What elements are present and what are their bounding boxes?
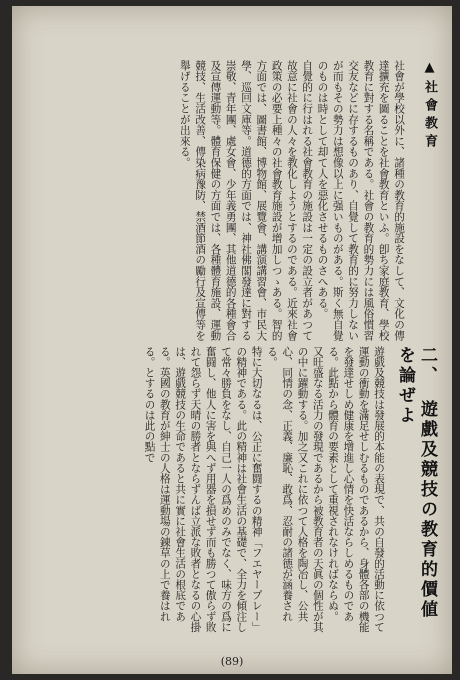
question-title: 遊戲及競技の教育的價値を論ぜよ	[395, 346, 437, 620]
social-education-section	[177, 60, 438, 350]
paragraph: 自覺的に行はれる社會教育の施設は一定の設立者があつて故意に社會の人々を教化しようとするのである。近來社會政策の必要上種々の社會教育施設が增加しつゝある。智的方面では、圖書館、博物館、展覽會、講演講習會、市民大學、巡回文庫等。道德的方面では、神社佛閣發達に對する崇敬、青年團、處女會、少年義勇團、其他道德的各種會合及宣傳運動等。體育保健の方面では、各種體育施設、運動競技、生活改善、傳染病豫防、禁酒節酒の勵行及宣傳等を舉げることが出來る。	[178, 60, 314, 341]
book-page	[12, 6, 452, 674]
answer-body	[141, 346, 386, 636]
paragraph: 又旺盛なる活力の發現であるから被教育者の天眞の個性が其の中に躍動する。加之又これに依つて人格を陶冶し、公共心、同情の念、正義、廉恥、敢爲、忍耐の諸德が涵養される。	[265, 346, 324, 633]
paragraph: 遊戲及競技は發展的本能の表現で、共の自發的活動に依つて運動の衝動を滿足せしむるものであるから、身體各部の機能を發達せしめ健康を增進し心情を快活ならしめるものである。此點から體育の要素として重視されなければならぬ。	[327, 346, 385, 633]
question-number: 二、	[417, 346, 437, 386]
paragraph: 社會が學校以外に、諸種の教育的施設をなして、文化の傳達擴充を圖ることを社會教育といふ。卽ち家庭教育、學校教育に對する名稱である。社會の教育的勢力には風俗慣習交友などに存するものあり、自覺して教育的に努力しないが而もその勢力は想像以上に强いものがある。斯く無自覺のものは時として却て人を惡化させるものさへある。	[316, 60, 405, 341]
page-number: (89)	[220, 655, 244, 668]
question-heading	[394, 346, 438, 636]
section-body	[177, 60, 406, 348]
section-heading: ▲社會教育	[422, 60, 437, 152]
games-section	[141, 346, 438, 638]
paragraph: 特に大切なるは、公正に奮闘するの精神「フエヤープレー」の精神である。此の精神は社會生活の基礎で、全力を傾注して常々勝負をなし、自己一人の爲めのみでなく、味方の爲に奮闘し、他人に害を與へず用器を損せず而も勝つて傲らず敗れて怨らず天晴の勝者とならずんば立派な敗者となるの心掛は、遊戲競技の生命であると共に實に社會生活の根底である。英國の教育が紳士の人格は運動場の錬草の上で養はれる。とするのは此の點で	[143, 346, 263, 633]
